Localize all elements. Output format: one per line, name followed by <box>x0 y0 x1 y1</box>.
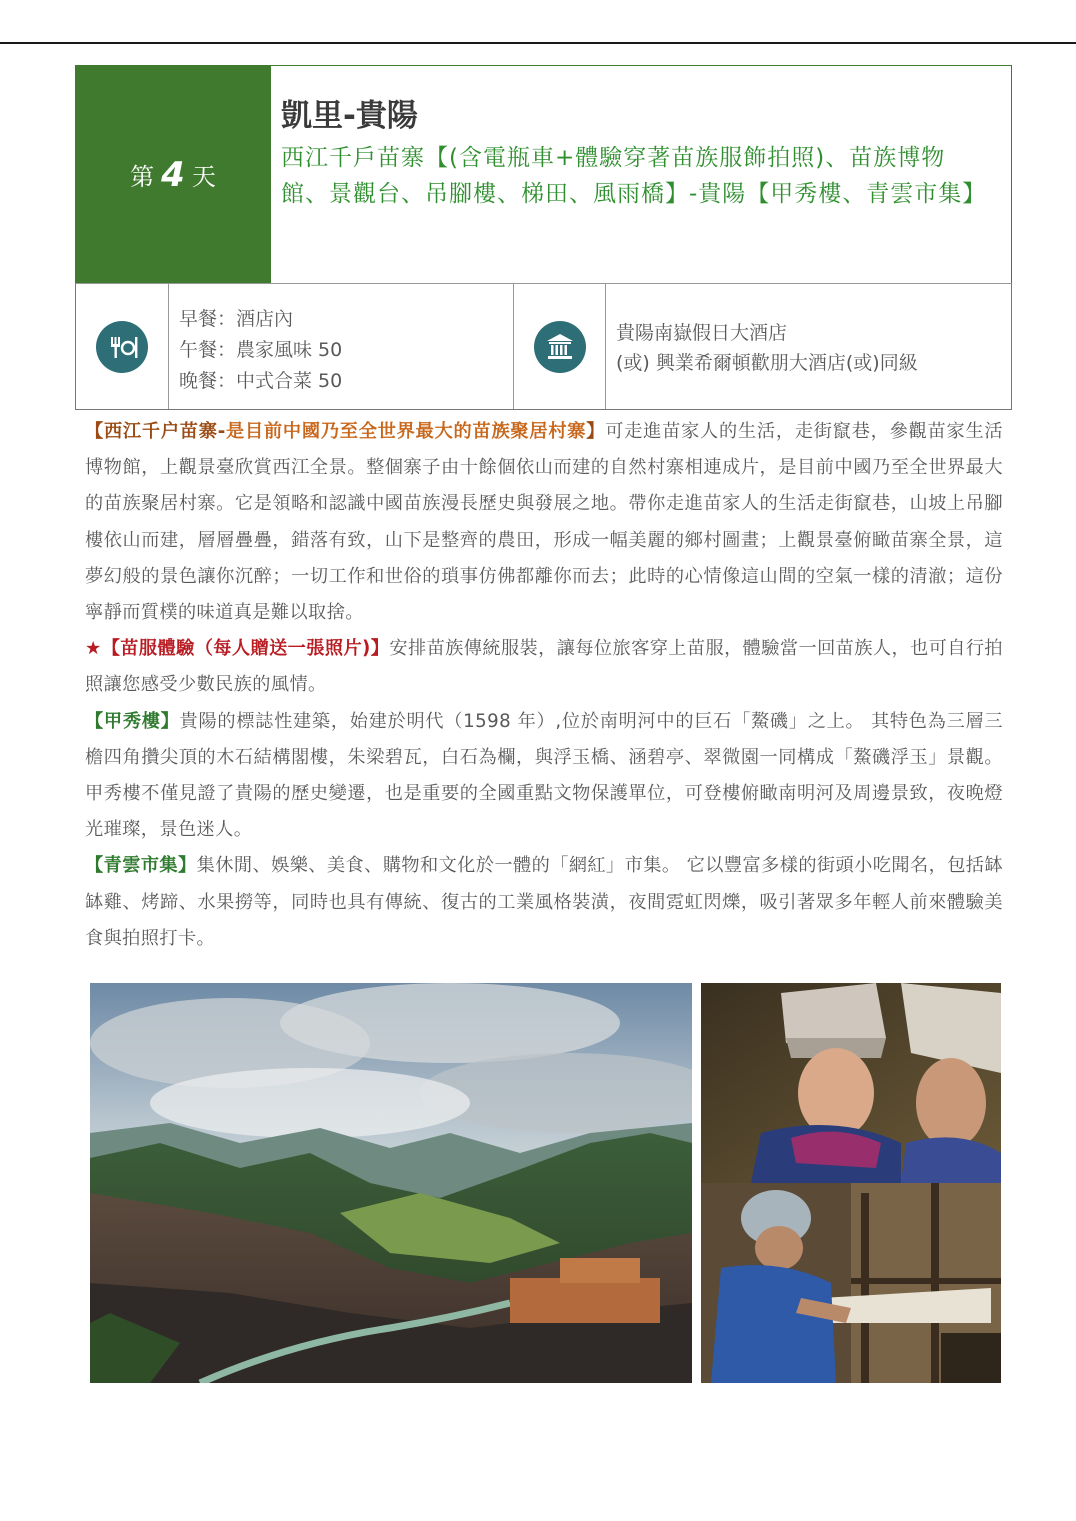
hotel-line-2: (或) 興業希爾頓歡朋大酒店(或)同級 <box>616 352 918 374</box>
xijiang-heading-2: 是目前中國乃至全世界最大的苗族聚居村寨 <box>225 421 587 442</box>
qingyun-heading: 【青雲市集】 <box>85 855 197 877</box>
day-number: 4 <box>161 154 186 195</box>
day-title-block <box>271 66 1011 283</box>
jiaxiu-heading: 【甲秀樓】 <box>85 710 180 732</box>
xijiang-heading-1: 【西江千户苗寨- <box>85 421 226 442</box>
day-prefix: 第 <box>130 163 156 191</box>
paragraph-xijiang <box>85 414 1003 631</box>
xijiang-body: 可走進苗家人的生活，走街竄巷，參觀苗家生活博物館，上觀景臺欣賞西江全景。整個寨子由十餘個依山而建的自然村寨相連成片，是目前中國乃至全世界最大的苗族聚居村寨。它是領略和認識中國苗族漫長歷史與發展之地。帶你走進苗家人的生活走街竄巷，山坡上吊腳樓依山而建，層層疊疊，錯落有致，山下是整齊的農田，形成一幅美麗的鄉村圖畫；上觀景臺俯瞰苗寨全景，這夢幻般的景色讓你沉醉；一切工作和世俗的瑣事仿佛都離你而去；此時的心情像這山間的空氣一樣的清澈；這份寧靜而質樸的味道真是難以取捨。 <box>85 421 1004 624</box>
day-badge <box>76 66 271 283</box>
breakfast-text: 早餐：酒店內 <box>179 308 294 330</box>
restaurant-icon <box>96 321 148 373</box>
meal-icon-cell <box>76 284 169 409</box>
weaving-photo <box>701 1183 1001 1383</box>
day-suffix: 天 <box>191 163 217 191</box>
qingyun-body: 集休閒、娛樂、美食、購物和文化於一體的「網紅」市集。 它以豐富多樣的街頭小吃聞名，包括缽缽雞、烤蹄、水果撈等，同時也具有傳統、復古的工業風格裝潢，夜間霓虹閃爍，吸引著眾多年輕人前來體驗美食與拍照打卡。 <box>85 855 1003 949</box>
day-title: 凱里-貴陽 <box>281 98 418 134</box>
miao-costume-photo <box>701 983 1001 1183</box>
top-rule <box>0 42 1076 44</box>
village-photo <box>90 983 692 1383</box>
day-route: 西江千戶苗寨【(含電瓶車+體驗穿著苗族服飾拍照)、苗族博物館、景觀台、吊腳樓、梯田、風雨橋】-貴陽【甲秀樓、青雲市集】 <box>281 145 987 207</box>
lunch-text: 午餐：農家風味 50 <box>179 339 343 361</box>
hotel-cell <box>606 284 1011 409</box>
hotel-icon-cell <box>514 284 606 409</box>
meals-cell <box>169 284 514 409</box>
paragraph-costume <box>85 631 1003 703</box>
day-header <box>75 65 1012 284</box>
jiaxiu-body: 貴陽的標誌性建築，始建於明代（1598 年）,位於南明河中的巨石「鰲磯」之上。 其特色為三層三檐四角攢尖頂的木石結構閣樓，朱梁碧瓦，白石為欄，與浮玉橋、涵碧亭、翠微園一同構成「鰲磯浮玉」景觀。 甲秀樓不僅見證了貴陽的歷史變遷，也是重要的全國重點文物保護單位，可登樓俯瞰南明河及周邊景致，夜晚燈光璀璨，景色迷人。 <box>85 710 1003 841</box>
paragraph-jiaxiu <box>85 704 1003 849</box>
xijiang-heading-3: 】 <box>586 421 606 442</box>
costume-body: 安排苗族傳統服裝，讓每位旅客穿上苗服，體驗當一回苗族人，也可自行拍照讓您感受少數民族的風情。 <box>85 638 1004 696</box>
info-row <box>75 283 1012 410</box>
costume-heading: ★【苗服體驗（每人贈送一張照片)】 <box>85 638 390 660</box>
itinerary-content <box>85 414 1003 957</box>
building-icon <box>534 321 586 373</box>
dinner-text: 晚餐：中式合菜 50 <box>179 370 343 392</box>
hotel-line-1: 貴陽南嶽假日大酒店 <box>616 322 788 344</box>
paragraph-qingyun <box>85 848 1003 957</box>
